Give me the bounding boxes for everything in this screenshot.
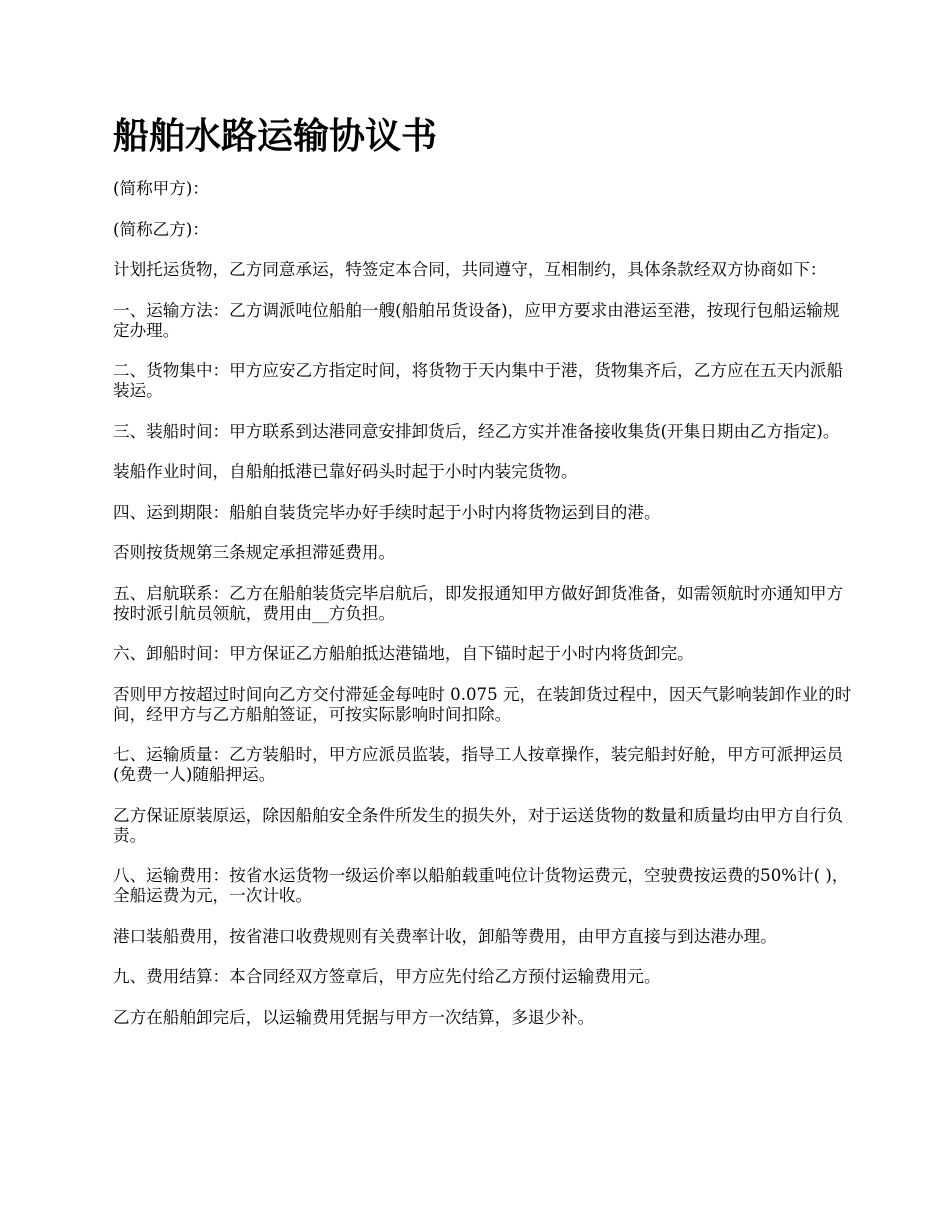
clause-6-unloading-time: 六、卸船时间：甲方保证乙方船舶抵达港锚地，自下锚时起于小时内将货卸完。 [113, 644, 694, 663]
clause-9-final-settlement: 乙方在船舶卸完后，以运输费用凭据与甲方一次结算，多退少补。 [113, 1007, 595, 1027]
clause-4-delay-penalty: 否则按货规第三条规定承担滞延费用。 [113, 543, 396, 562]
clause-6-demurrage: 否则甲方按超过时间向乙方交付滞延金每吨时 0.075 元，在装卸货过程中，因天气影响装卸作业的时间，经甲方与乙方船舶签证，可按实际影响时间扣除。 [113, 684, 852, 724]
intro-paragraph: 计划托运货物，乙方同意承运，特签定本合同，共同遵守，互相制约，具体条款经双方协商如下： [113, 260, 827, 279]
clause-9-settlement: 九、费用结算：本合同经双方签章后，甲方应先付给乙方预付运输费用元。 [113, 967, 661, 986]
document-title: 船舶水路运输协议书 [113, 116, 438, 157]
document-page [113, 112, 853, 1048]
clause-4-delivery-deadline: 四、运到期限：船舶自装货完毕办好手续时起于小时内将货物运到目的港。 [113, 502, 661, 522]
clause-8-port-fees: 港口装船费用，按省港口收费规则有关费率计收，卸船等费用，由甲方直接与到达港办理。 [113, 926, 777, 946]
party-a-line: (简称甲方)： [113, 179, 209, 198]
clause-8-transport-fees: 八、运输费用：按省水运货物一级运价率以船舶载重吨位计货物运费元，空驶费按运费的50%计( )，全船运费为元，一次计收。 [113, 866, 849, 905]
clause-7-responsibility: 乙方保证原装原运，除因船舶安全条件所发生的损失外，对于运送货物的数量和质量均由甲方自行负责。 [113, 805, 844, 845]
party-b-line: (简称乙方)： [113, 219, 209, 239]
clause-2-cargo-collection: 二、货物集中：甲方应安乙方指定时间，将货物于天内集中于港，货物集齐后，乙方应在五天内派船装运。 [113, 361, 844, 400]
clause-7-transport-quality: 七、运输质量：乙方装船时，甲方应派员监装，指导工人按章操作，装完船封好舱，甲方可派押运员(免费一人)随船押运。 [113, 745, 844, 784]
clause-3-loading-operation: 装船作业时间，自船舶抵港已靠好码头时起于小时内装完货物。 [113, 462, 578, 481]
clause-1-transport-method: 一、运输方法：乙方调派吨位船舶一艘(船舶吊货设备)，应甲方要求由港运至港，按现行包船运输规定办理。 [113, 300, 840, 340]
clause-3-loading-time: 三、装船时间：甲方联系到达港同意安排卸货后，经乙方实并准备接收集货(开集日期由乙方指定)。 [113, 421, 840, 441]
clause-5-departure-notice: 五、启航联系：乙方在船舶装货完毕启航后，即发报通知甲方做好卸货准备，如需领航时亦通知甲方按时派引航员领航，费用由__方负担。 [113, 583, 844, 623]
